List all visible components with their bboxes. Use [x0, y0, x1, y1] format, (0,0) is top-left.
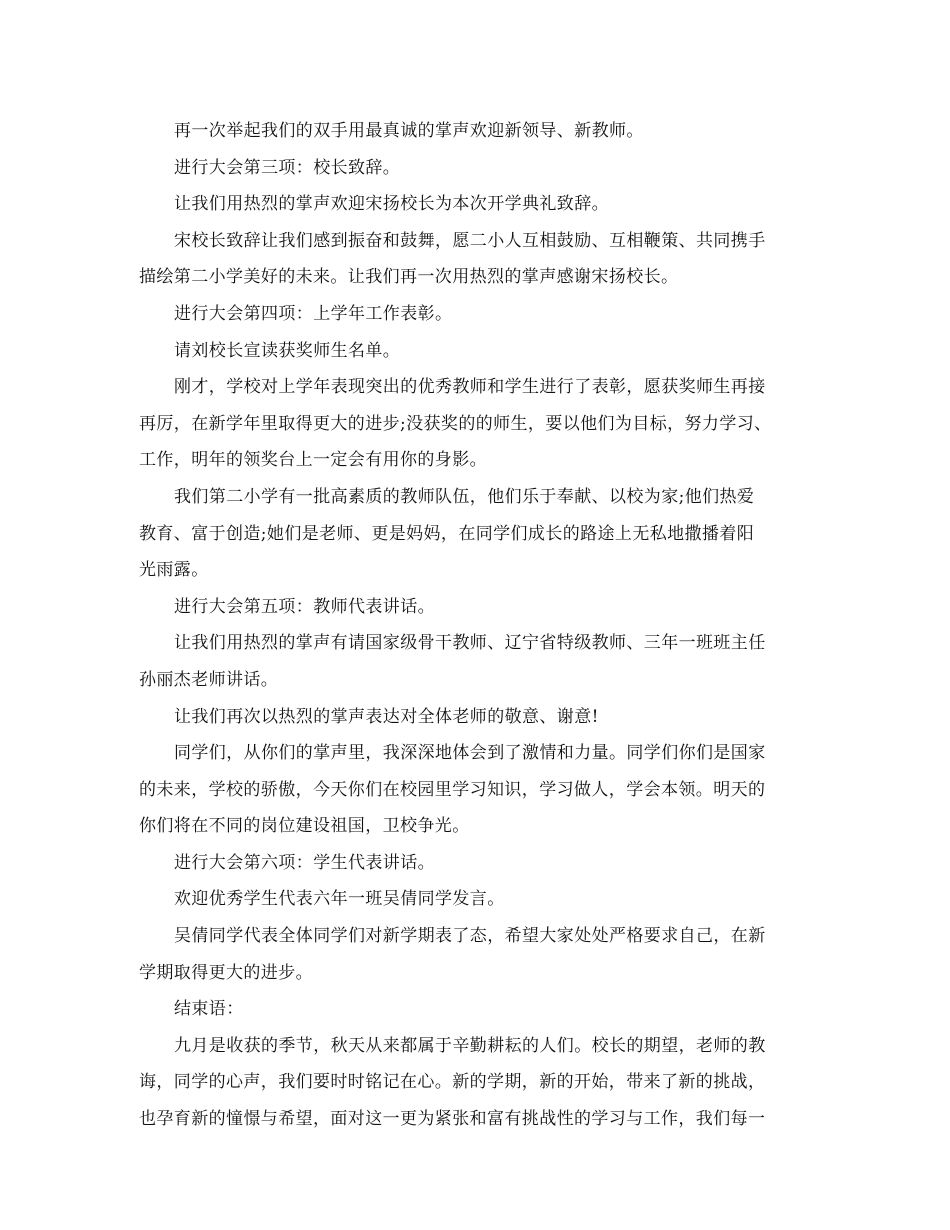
text-line: 进行大会第六项：学生代表讲话。 — [174, 852, 435, 873]
text-line: 教育、富于创造;她们是老师、更是妈妈，在同学们成长的路途上无私地撒播着阳 — [139, 523, 755, 544]
text-line: 进行大会第四项：上学年工作表彰。 — [174, 303, 453, 324]
text-line: 再一次举起我们的双手用最真诚的掌声欢迎新领导、新教师。 — [174, 121, 644, 141]
text-line: 同学们，从你们的掌声里，我深深地体会到了激情和力量。同学们你们是国家 — [174, 743, 766, 764]
text-line: 光雨露。 — [139, 560, 209, 581]
text-line: 工作，明年的领奖台上一定会有用你的身影。 — [139, 450, 487, 471]
text-line: 请刘校长宣读获奖师生名单。 — [174, 340, 401, 361]
text-line: 我们第二小学有一批高素质的教师队伍，他们乐于奉献、以校为家;他们热爱 — [174, 486, 755, 507]
text-line: 的未来，学校的骄傲，今天你们在校园里学习知识，学习做人，学会本领。明天的 — [139, 779, 766, 800]
text-line: 让我们用热烈的掌声欢迎宋扬校长为本次开学典礼致辞。 — [174, 194, 609, 215]
text-line: 宋校长致辞让我们感到振奋和鼓舞，愿二小人互相鼓励、互相鞭策、共同携手 — [174, 230, 766, 251]
text-line: 刚才，学校对上学年表现突出的优秀教师和学生进行了表彰，愿获奖师生再接 — [174, 377, 766, 398]
document-body — [139, 113, 819, 1138]
text-line: 你们将在不同的岗位建设祖国，卫校争光。 — [139, 816, 470, 837]
text-line: 学期取得更大的进步。 — [139, 962, 313, 983]
text-line: 九月是收获的季节，秋天从来都属于辛勤耕耘的人们。校长的期望，老师的教 — [174, 1035, 766, 1056]
text-line: 描绘第二小学美好的未来。让我们再一次用热烈的掌声感谢宋扬校长。 — [139, 267, 679, 288]
text-line: 也孕育新的憧憬与希望，面对这一更为紧张和富有挑战性的学习与工作，我们每一 — [139, 1109, 766, 1130]
text-line: 结束语： — [174, 999, 244, 1020]
text-line: 吴倩同学代表全体同学们对新学期表了态，希望大家处处严格要求自己，在新 — [174, 926, 766, 947]
text-line: 孙丽杰老师讲话。 — [139, 669, 279, 690]
text-line: 让我们再次以热烈的掌声表达对全体老师的敬意、谢意! — [174, 706, 599, 727]
text-line: 进行大会第三项：校长致辞。 — [174, 157, 401, 178]
text-line: 诲，同学的心声，我们要时时铭记在心。新的学期，新的开始，带来了新的挑战， — [139, 1072, 766, 1093]
text-line: 让我们用热烈的掌声有请国家级骨干教师、辽宁省特级教师、三年一班班主任 — [174, 633, 766, 654]
text-line: 再厉，在新学年里取得更大的进步;没获奖的的师生，要以他们为目标，努力学习、 — [139, 413, 772, 434]
text-line: 进行大会第五项：教师代表讲话。 — [174, 596, 435, 617]
text-line: 欢迎优秀学生代表六年一班吴倩同学发言。 — [174, 889, 505, 910]
